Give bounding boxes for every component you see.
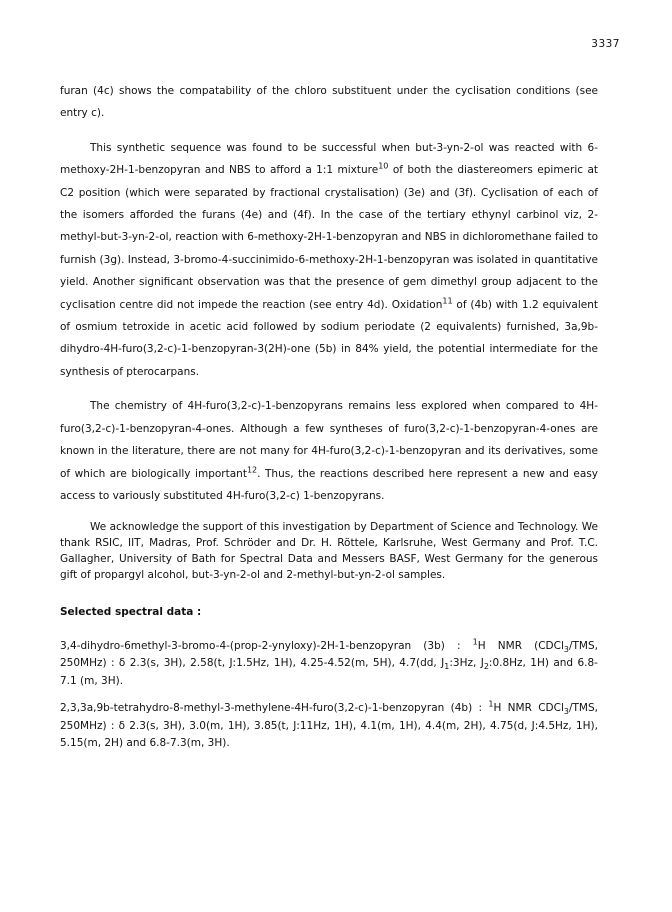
spectral-text: /TMS, 250MHz) : δ 2.3(s, 3H), 3.0(m, 1H), 3.85(t, J:11Hz, 1H), 4.1(m, 1H), 4.4(m, 2H), 4.75(d, J:4.5Hz, 1H), 5.15(m, 2H) and 6.8-7.3(m, 3H). [60,702,598,750]
page-body [60,80,598,763]
spectral-text: 3,4-dihydro-6methyl-3-bromo-4-(prop-2-ynyloxy)-2H-1-benzopyran (3b) : [60,639,473,652]
subscript: 3 [563,707,569,717]
nmr-superscript: 1 [488,699,494,709]
reference-superscript: 11 [442,296,453,306]
page-number: 3337 [591,38,620,50]
paragraph-text: The chemistry of 4H-furo(3,2-c)-1-benzopyrans remains less explored when compared to 4H-furo(3,2-c)-1-benzopyran-4-ones. Although a few syntheses of furo(3,2-c)-1-benzopyran-4-ones are known in the literature, there are not many for 4H-furo(3,2-c)-1-benzopyran and its derivatives, some of which are biologically important [60,400,598,480]
paragraph-text: . Thus, the reactions described here represent a new and easy access to variously substituted 4H-furo(3,2-c) 1-benzopyrans. [60,467,598,502]
subscript: 1 [444,662,450,672]
spectral-text: :3Hz, J [449,657,484,670]
acknowledgement-text: We acknowledge the support of this investigation by Department of Science and Technology. We thank RSIC, IIT, Madras, Prof. Schröder and Dr. H. Röttele, Karlsruhe, West Germany and Prof. T.C. Gallagher, University of Bath for Spectral Data and Messers BASF, West Germany for the generous gift of propargyl alcohol, but-3-yn-2-ol and 2-methyl-but-yn-2-ol samples. [60,521,598,582]
paragraph-text: furan (4c) shows the compatability of the chloro substituent under the cyclisation conditions (see entry c). [60,85,598,120]
paragraph-text: This synthetic sequence was found to be successful when but-3-yn-2-ol was reacted with 6-methoxy-2H-1-benzopyran and NBS to afford a 1:1 mixture [60,141,598,177]
paragraph-synthesis [60,137,598,383]
section-heading: Selected spectral data : [60,606,202,619]
nmr-superscript: 1 [472,637,478,647]
paragraph-chemistry [60,395,598,507]
acknowledgement [60,519,598,583]
subscript: 2 [483,662,489,672]
spectral-text: 2,3,3a,9b-tetrahydro-8-methyl-3-methylene-4H-furo(3,2-c)-1-benzopyran (4b) : [60,702,489,715]
spectral-text: :0.8Hz, 1H) and 6.8-7.1 (m, 3H). [60,657,598,687]
paragraph-continuation [60,80,598,125]
paragraph-text: of both the diastereomers epimeric at C2 position (which were separated by fractional crystalisation) (3e) and (3f). Cyclisation of each of the isomers afforded the furans (4e) and (4f). In the case of the tertiary ethynyl carbinol viz, 2-methyl-but-3-yn-2-ol, reaction with 6-methoxy-2H-1-benzopyran and NBS in dichloromethane failed to furnish (3g). Instead, 3-bromo-4-succinimido-6-methoxy-2H-1-benzopyran was isolated in quantitative yield. Another significant observation was that the presence of gem dimethyl group adjacent to the cyclisation centre did not impede the reaction (see entry 4d). Oxidation [60,164,598,311]
spectral-entry [60,638,598,691]
spectral-text: /TMS, 250MHz) : δ 2.3(s, 3H), 2.58(t, J:1.5Hz, 1H), 4.25-4.52(m, 5H), 4.7(dd, J [60,639,598,670]
reference-superscript: 10 [378,161,389,171]
spectral-text: H NMR (CDCl [477,639,564,652]
spectral-entry [60,700,598,753]
reference-superscript: 12 [246,465,258,474]
spectral-text: H NMR CDCl [493,702,564,715]
paragraph-text: of (4b) with 1.2 equivalent of osmium tetroxide in acetic acid followed by sodium periodate (2 equivalents) furnished, 3a,9b-dihydro-4H-furo(3,2-c)-1-benzopyran-3(2H)-one (5b) in 84% yield, the potential intermediate for the synthesis of pterocarpans. [60,298,598,378]
subscript: 3 [563,644,569,654]
